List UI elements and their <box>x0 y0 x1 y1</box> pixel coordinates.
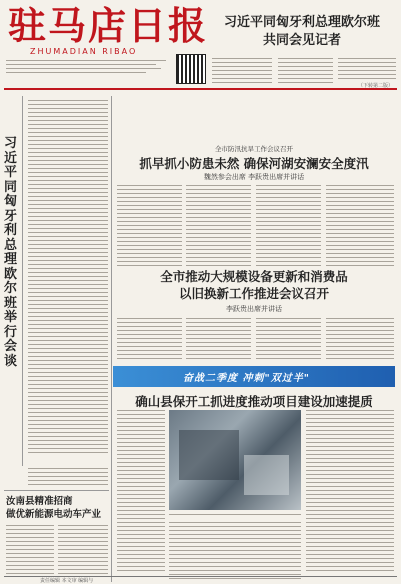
banner-text: 奋战二季度 冲刺"双过半" <box>183 373 310 384</box>
lead-headline-line1: 习近平同匈牙利总理欧尔班 <box>223 15 380 30</box>
section-c-left-col <box>117 410 165 574</box>
section-a-col3 <box>256 185 321 269</box>
section-a-kicker: 全市防汛抗旱工作会议召开 <box>215 145 293 153</box>
section-a-sub: 魏然参会出席 李跃贵出席并讲话 <box>203 173 305 181</box>
lead-body <box>212 58 272 86</box>
section-c-headline: 确山县保开工抓进度推动项目建设加速提质 <box>135 394 373 409</box>
factory-photo <box>169 410 301 510</box>
section-b-headline-line1: 全市推动大规模设备更新和消费品 <box>160 269 348 284</box>
section-a-col2 <box>186 185 251 269</box>
section-b-col4 <box>326 318 394 362</box>
section-b-headline <box>113 268 395 302</box>
section-a-col4 <box>326 185 394 269</box>
masthead-title: 驻马店日报 <box>8 3 209 48</box>
section-b-col2 <box>186 318 251 362</box>
bottom-left-body-col2 <box>58 525 108 577</box>
section-c-right-col <box>306 410 394 574</box>
bottom-left-headline <box>6 495 110 521</box>
section-a-col1 <box>117 185 182 269</box>
section-b-col3 <box>256 318 321 362</box>
bottom-left-body <box>6 525 54 577</box>
bottom-left-headline-line2: 做优新能源电动车产业 <box>6 509 102 520</box>
footer-editors: 责任编辑 本文审 编辑与 <box>40 578 94 584</box>
qr-code-icon <box>176 54 206 84</box>
section-b-sub: 李跃贵出席并讲话 <box>226 305 282 313</box>
talks-article-tail <box>28 468 108 488</box>
section-c-bottom <box>169 522 301 582</box>
section-b-col1 <box>117 318 182 362</box>
talks-article-body <box>28 100 108 456</box>
masthead-pinyin: ZHUMADIAN RIBAO <box>30 47 138 56</box>
section-a-headline: 抓早抓小防患未然 确保河湖安澜安全度汛 <box>139 156 369 171</box>
vertical-headline: 习近平同匈牙利总理欧尔班举行会谈 <box>4 136 18 369</box>
lead-headline-line2: 共同会见记者 <box>262 33 341 48</box>
campaign-banner <box>113 366 395 387</box>
section-b-headline-line2: 以旧换新工作推进会议召开 <box>178 286 329 301</box>
bottom-left-headline-line1: 汝南县精准招商 <box>6 496 73 507</box>
photo-caption <box>169 514 301 518</box>
lead-body-col2 <box>278 58 333 86</box>
lead-headline <box>208 14 396 50</box>
lead-body-col3 <box>338 58 396 82</box>
lead-continued: （下转第二版） <box>358 83 394 89</box>
